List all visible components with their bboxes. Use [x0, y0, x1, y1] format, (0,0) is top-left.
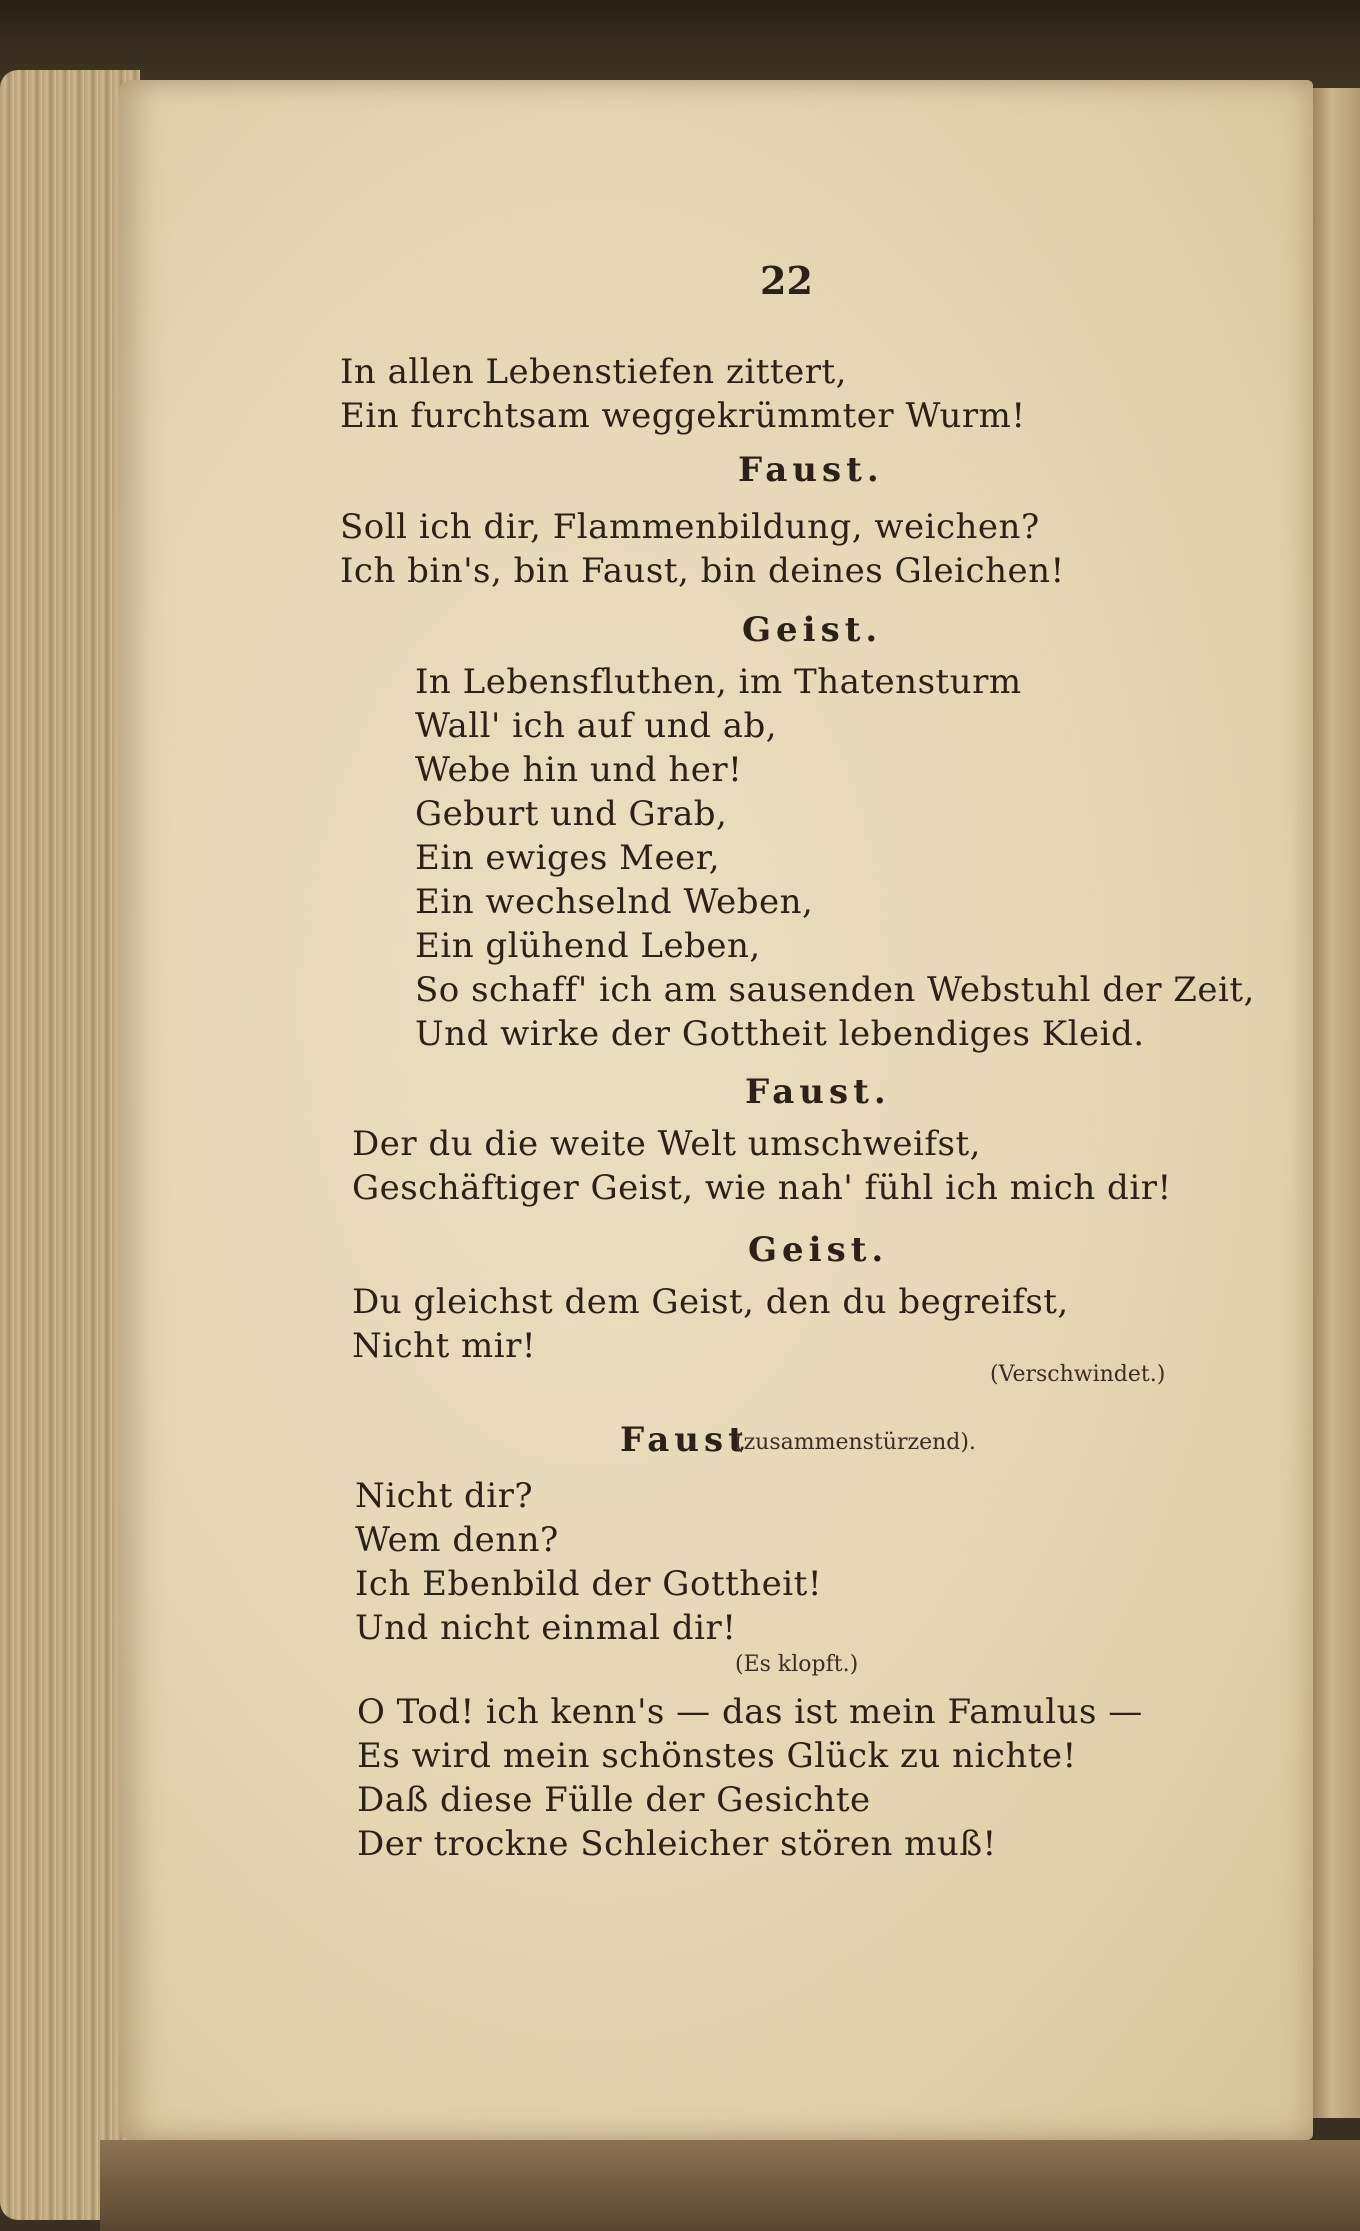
verse-line: Geschäftiger Geist, wie nah' fühl ich mich dir!: [352, 1168, 1172, 1208]
verse-block-5: [352, 1280, 1069, 1368]
verse-line: In allen Lebenstiefen zittert,: [340, 352, 847, 392]
verse-block-7: [357, 1690, 1143, 1866]
stage-direction: (zusammenstürzend).: [735, 1430, 976, 1455]
verse-line: Geburt und Grab,: [415, 794, 728, 834]
verse-line: Ein wechselnd Weben,: [415, 882, 814, 922]
verse-line: Soll ich dir, Flammenbildung, weichen?: [340, 507, 1040, 547]
verse-line: Webe hin und her!: [415, 750, 743, 790]
verse-block-2: [340, 505, 1065, 593]
verse-line: Ich bin's, bin Faust, bin deines Gleichen!: [340, 551, 1065, 591]
speaker-heading: Faust: [620, 1420, 749, 1460]
verse-block-1: [340, 350, 1026, 438]
verse-line: Wem denn?: [355, 1520, 559, 1560]
verse-line: Der du die weite Welt umschweifst,: [352, 1124, 981, 1164]
verse-line: In Lebensfluthen, im Thatensturm: [415, 662, 1022, 702]
speaker-heading: Geist.: [742, 610, 883, 650]
verse-line: O Tod! ich kenn's — das ist mein Famulus —: [357, 1692, 1143, 1732]
verse-block-4: [352, 1122, 1172, 1210]
verse-line: Du gleichst dem Geist, den du begreifst,: [352, 1282, 1069, 1322]
stage-direction: (Es klopft.): [735, 1652, 859, 1677]
facing-page-edge: [1313, 88, 1360, 2118]
verse-line: Nicht mir!: [352, 1326, 537, 1366]
verse-line: Und nicht einmal dir!: [355, 1608, 737, 1648]
verse-line: Es wird mein schönstes Glück zu nichte!: [357, 1736, 1077, 1776]
verse-block-3: [415, 660, 1255, 1056]
verse-line: Und wirke der Gottheit lebendiges Kleid.: [415, 1014, 1145, 1054]
verse-line: Nicht dir?: [355, 1476, 534, 1516]
verse-line: Der trockne Schleicher stören muß!: [357, 1824, 997, 1864]
book-bottom-edge: [100, 2140, 1360, 2231]
speaker-heading: Geist.: [748, 1230, 889, 1270]
verse-line: Daß diese Fülle der Gesichte: [357, 1780, 871, 1820]
verse-line: So schaff' ich am sausenden Webstuhl der Zeit,: [415, 970, 1255, 1010]
speaker-heading: Faust.: [738, 450, 884, 490]
verse-line: Ein furchtsam weggekrümmter Wurm!: [340, 396, 1026, 436]
page-number: 22: [760, 258, 813, 303]
verse-block-6: [355, 1474, 822, 1650]
verse-line: Ein ewiges Meer,: [415, 838, 721, 878]
verse-line: Ein glühend Leben,: [415, 926, 761, 966]
stage-direction: (Verschwindet.): [990, 1362, 1166, 1387]
verse-line: Ich Ebenbild der Gottheit!: [355, 1564, 822, 1604]
verse-line: Wall' ich auf und ab,: [415, 706, 778, 746]
speaker-heading: Faust.: [745, 1072, 891, 1112]
